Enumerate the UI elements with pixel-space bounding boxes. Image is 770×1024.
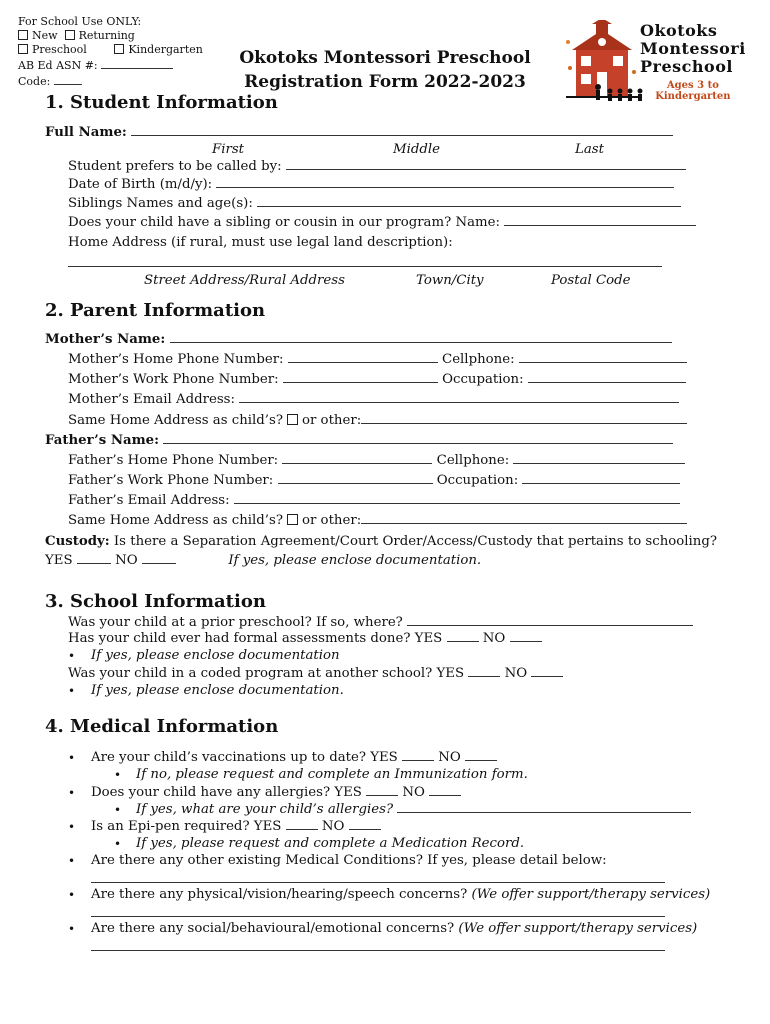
bullet-icon: • xyxy=(68,820,76,834)
sibling-program-label: Does your child have a sibling or cousin in our program? Name: xyxy=(68,215,500,230)
assessments-no-label: NO xyxy=(482,631,506,646)
epipen-row xyxy=(91,818,381,836)
epipen-yes-field[interactable] xyxy=(286,818,318,830)
allergies-detail-row xyxy=(136,801,691,819)
middle-label: Middle xyxy=(393,142,441,157)
mother-work-phone-label: Mother’s Work Phone Number: xyxy=(68,372,279,387)
returning-checkbox[interactable] xyxy=(65,30,75,40)
prefers-row xyxy=(68,158,686,176)
father-cellphone-field[interactable] xyxy=(513,452,685,464)
allergies-row xyxy=(91,784,461,802)
office-use-block xyxy=(18,15,203,89)
medical-section-heading: 4. Medical Information xyxy=(45,716,279,737)
full-name-field[interactable] xyxy=(131,124,673,136)
street-address-label: Street Address/Rural Address xyxy=(144,273,345,288)
logo-line-2: Montessori xyxy=(640,39,746,58)
mother-name-label: Mother’s Name: xyxy=(45,332,166,347)
dob-row xyxy=(68,176,674,194)
mother-home-phone-label: Mother’s Home Phone Number: xyxy=(68,352,284,367)
title-line-2: Registration Form 2022-2023 xyxy=(244,72,526,92)
form-title xyxy=(230,46,540,94)
allergies-note: If yes, what are your child’s allergies? xyxy=(136,802,394,817)
mother-same-address-row xyxy=(68,412,687,430)
prior-preschool-field[interactable] xyxy=(407,614,693,626)
mother-or-other-label: or other: xyxy=(301,413,362,428)
conditions-field[interactable] xyxy=(91,882,665,883)
mother-same-address-label: Same Home Address as child’s? xyxy=(68,413,283,428)
home-address-field[interactable] xyxy=(68,266,662,267)
father-same-address-checkbox[interactable] xyxy=(287,514,298,525)
student-section-heading: 1. Student Information xyxy=(45,92,278,113)
physical-concerns-label: Are there any physical/vision/hearing/speech concerns? xyxy=(91,887,468,902)
allergies-detail-field[interactable] xyxy=(397,801,691,813)
bullet-icon: • xyxy=(68,684,76,698)
father-name-field[interactable] xyxy=(163,432,673,444)
vaccinations-yes-field[interactable] xyxy=(402,749,434,761)
father-occupation-label: Occupation: xyxy=(436,473,519,488)
mother-email-label: Mother’s Email Address: xyxy=(68,392,235,407)
logo-tagline-1: Ages 3 to xyxy=(666,80,719,91)
vaccinations-label: Are your child’s vaccinations up to date? YES xyxy=(91,750,398,765)
postal-code-label: Postal Code xyxy=(551,273,631,288)
sibling-program-row xyxy=(68,214,696,232)
prefers-field[interactable] xyxy=(286,158,686,170)
kindergarten-checkbox[interactable] xyxy=(114,44,124,54)
conditions-label: Are there any other existing Medical Conditions? If yes, please detail below: xyxy=(91,853,607,868)
sibling-name-field[interactable] xyxy=(504,214,696,226)
logo-line-3: Preschool xyxy=(640,57,733,76)
father-work-phone-label: Father’s Work Phone Number: xyxy=(68,473,274,488)
preschool-label: Preschool xyxy=(32,43,87,56)
allergies-no-field[interactable] xyxy=(429,784,461,796)
social-concerns-row xyxy=(91,920,697,938)
bullet-icon: • xyxy=(68,888,76,902)
father-email-field[interactable] xyxy=(234,492,680,504)
custody-answer-row xyxy=(45,552,481,570)
assessments-note: If yes, please enclose documentation xyxy=(91,648,340,663)
father-same-address-label: Same Home Address as child’s? xyxy=(68,513,283,528)
epipen-note: If yes, please request and complete a Medication Record. xyxy=(136,836,525,851)
mother-occupation-field[interactable] xyxy=(528,371,686,383)
social-concerns-field[interactable] xyxy=(91,950,665,951)
bullet-icon: • xyxy=(114,803,122,817)
asn-label: AB Ed ASN #: xyxy=(18,59,98,72)
office-use-heading: For School Use ONLY: xyxy=(18,15,142,28)
asn-field[interactable] xyxy=(101,57,173,69)
mother-work-phone-field[interactable] xyxy=(283,371,438,383)
mother-work-phone-row xyxy=(68,371,686,389)
town-city-label: Town/City xyxy=(416,273,484,288)
bullet-icon: • xyxy=(68,922,76,936)
returning-label: Returning xyxy=(78,29,135,42)
allergies-label: Does your child have any allergies? YES xyxy=(91,785,362,800)
mother-home-phone-row xyxy=(68,351,687,369)
dob-label: Date of Birth (m/d/y): xyxy=(68,177,213,192)
full-name-label: Full Name: xyxy=(45,125,127,140)
custody-no-label: NO xyxy=(115,553,138,568)
coded-program-label: Was your child in a coded program at another school? YES xyxy=(68,666,465,681)
school-logo xyxy=(566,20,756,110)
coded-no-field[interactable] xyxy=(531,665,563,677)
coded-yes-field[interactable] xyxy=(468,665,500,677)
social-support-note: (We offer support/therapy services) xyxy=(458,921,698,936)
mother-same-address-checkbox[interactable] xyxy=(287,414,298,425)
bullet-icon: • xyxy=(114,837,122,851)
mother-email-field[interactable] xyxy=(239,391,679,403)
mother-occupation-label: Occupation: xyxy=(442,372,524,387)
mother-cellphone-label: Cellphone: xyxy=(442,352,515,367)
assessments-row xyxy=(68,630,542,648)
new-checkbox[interactable] xyxy=(18,30,28,40)
siblings-label: Siblings Names and age(s): xyxy=(68,196,253,211)
bullet-icon: • xyxy=(68,786,76,800)
logo-tagline-2: Kindergarten xyxy=(655,91,731,102)
custody-enclose-note: If yes, please enclose documentation. xyxy=(228,553,482,568)
assessments-no-field[interactable] xyxy=(510,630,542,642)
full-name-row xyxy=(45,124,673,142)
allergies-no-label: NO xyxy=(402,785,425,800)
coded-note: If yes, please enclose documentation. xyxy=(91,683,344,698)
father-home-phone-row xyxy=(68,452,685,470)
father-or-other-label: or other: xyxy=(301,513,362,528)
home-address-label: Home Address (if rural, must use legal land description): xyxy=(68,235,453,250)
assessments-yes-field[interactable] xyxy=(447,630,479,642)
code-label: Code: xyxy=(18,75,51,88)
mother-home-phone-field[interactable] xyxy=(288,351,438,363)
prefers-label: Student prefers to be called by: xyxy=(68,159,282,174)
vaccinations-no-label: NO xyxy=(438,750,461,765)
bullet-icon: • xyxy=(68,649,76,663)
custody-row xyxy=(45,533,717,551)
mother-name-field[interactable] xyxy=(170,331,672,343)
custody-label: Custody: xyxy=(45,534,110,549)
father-occupation-field[interactable] xyxy=(522,472,680,484)
father-work-phone-field[interactable] xyxy=(278,472,433,484)
bullet-icon: • xyxy=(68,854,76,868)
first-label: First xyxy=(212,142,245,157)
vaccinations-row xyxy=(91,749,497,767)
mother-cellphone-field[interactable] xyxy=(519,351,687,363)
mother-name-row xyxy=(45,331,672,349)
allergies-yes-field[interactable] xyxy=(366,784,398,796)
father-same-address-row xyxy=(68,512,687,530)
preschool-checkbox[interactable] xyxy=(18,44,28,54)
bullet-icon: • xyxy=(114,768,122,782)
father-work-phone-row xyxy=(68,472,680,490)
social-concerns-label: Are there any social/behavioural/emotional concerns? xyxy=(91,921,455,936)
physical-concerns-row xyxy=(91,886,710,904)
father-home-phone-field[interactable] xyxy=(282,452,432,464)
vaccinations-note: If no, please request and complete an Immunization form. xyxy=(136,767,528,782)
vaccinations-no-field[interactable] xyxy=(465,749,497,761)
dob-field[interactable] xyxy=(216,176,674,188)
father-home-phone-label: Father’s Home Phone Number: xyxy=(68,453,279,468)
custody-question: Is there a Separation Agreement/Court Order/Access/Custody that pertains to schooling? xyxy=(113,534,717,549)
physical-concerns-field[interactable] xyxy=(91,916,665,917)
last-label: Last xyxy=(575,142,604,157)
father-name-row xyxy=(45,432,673,450)
epipen-label: Is an Epi-pen required? YES xyxy=(91,819,282,834)
father-other-address-field[interactable] xyxy=(361,512,687,524)
father-email-label: Father’s Email Address: xyxy=(68,493,230,508)
epipen-no-label: NO xyxy=(321,819,345,834)
logo-line-1: Okotoks xyxy=(640,21,718,40)
new-label: New xyxy=(32,29,58,42)
code-field[interactable] xyxy=(54,73,82,85)
physical-support-note: (We offer support/therapy services) xyxy=(471,887,711,902)
father-name-label: Father’s Name: xyxy=(45,433,160,448)
bullet-icon: • xyxy=(68,751,76,765)
siblings-row xyxy=(68,195,681,213)
school-section-heading: 3. School Information xyxy=(45,591,266,612)
coded-no-label: NO xyxy=(504,666,528,681)
mother-email-row xyxy=(68,391,679,409)
assessments-label: Has your child ever had formal assessments done? YES xyxy=(68,631,443,646)
siblings-field[interactable] xyxy=(257,195,681,207)
coded-program-row xyxy=(68,665,563,683)
custody-yes-field[interactable] xyxy=(77,552,111,564)
father-email-row xyxy=(68,492,680,510)
mother-other-address-field[interactable] xyxy=(361,412,687,424)
prior-preschool-label: Was your child at a prior preschool? If so, where? xyxy=(68,615,403,630)
parent-section-heading: 2. Parent Information xyxy=(45,300,266,321)
epipen-no-field[interactable] xyxy=(349,818,381,830)
custody-no-field[interactable] xyxy=(142,552,176,564)
kindergarten-label: Kindergarten xyxy=(128,43,203,56)
title-line-1: Okotoks Montessori Preschool xyxy=(239,48,531,68)
father-cellphone-label: Cellphone: xyxy=(436,453,510,468)
custody-yes-label: YES xyxy=(45,553,73,568)
